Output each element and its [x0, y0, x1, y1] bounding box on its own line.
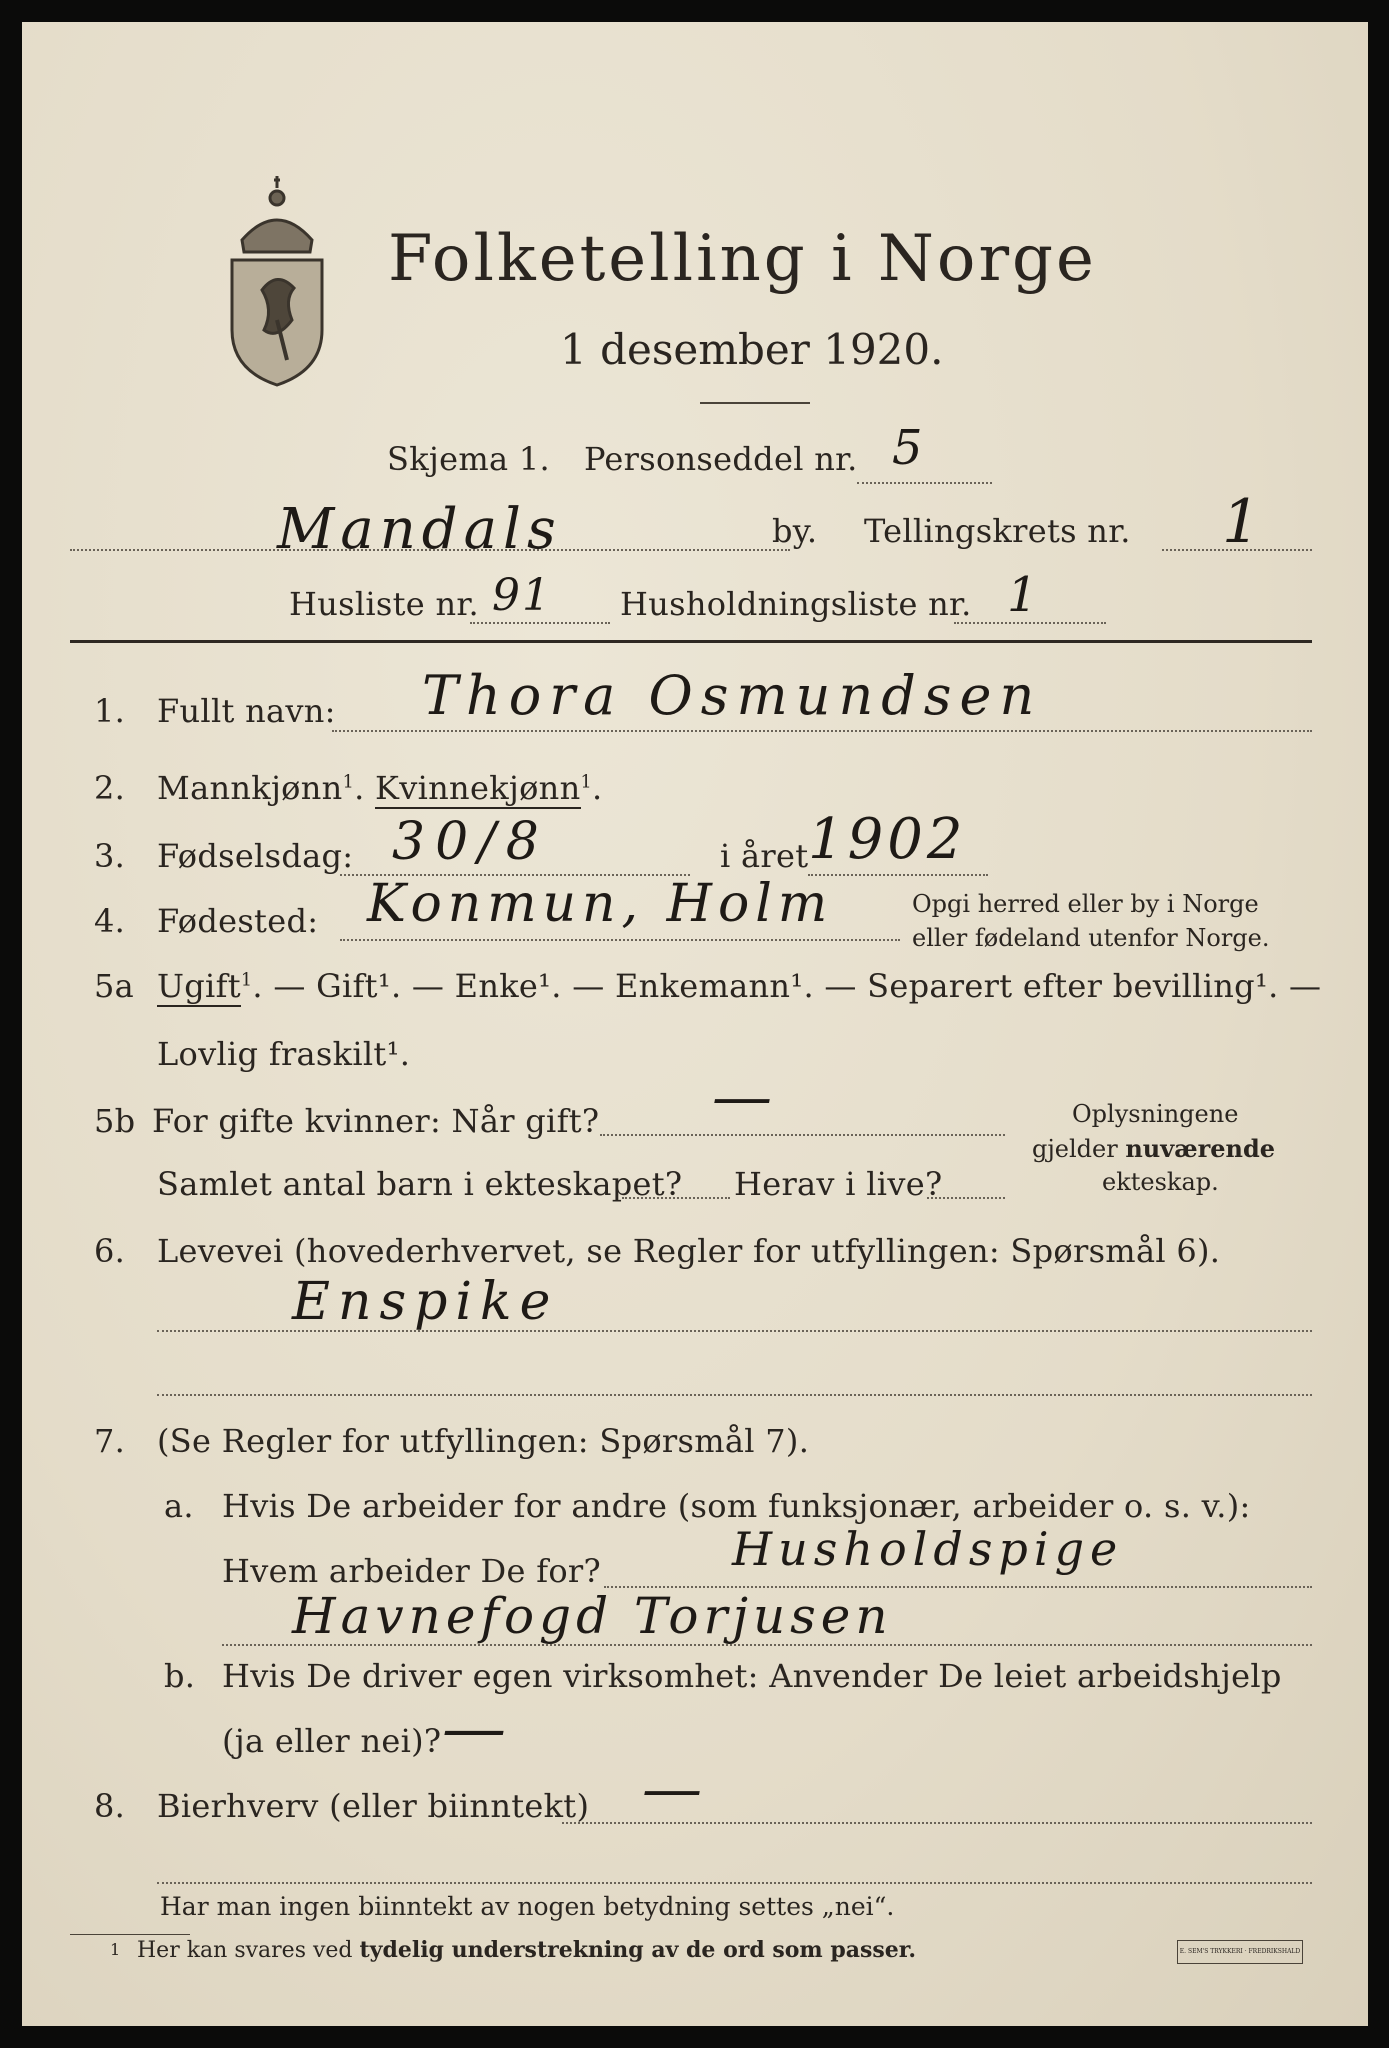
children-line — [622, 1197, 730, 1199]
birth-year-line — [808, 874, 988, 876]
q5b-children-label: Samlet antal barn i ekteskapet? — [157, 1165, 683, 1203]
hired-help-value[interactable]: — — [442, 1692, 500, 1766]
occupation-value[interactable]: Enspike — [292, 1272, 559, 1332]
occupation-line-1 — [157, 1330, 1312, 1332]
q7b-letter: b. — [164, 1657, 196, 1695]
personseddel-label: Personseddel nr. — [584, 440, 858, 478]
q7b-question: (ja eller nei)? — [222, 1722, 442, 1760]
q7a-label: Hvis De arbeider for andre (som funksjonær, arbeider o. s. v.): — [222, 1487, 1251, 1525]
married-when-line — [600, 1134, 1005, 1136]
birthplace-line — [340, 939, 900, 941]
husliste-value[interactable]: 91 — [492, 570, 552, 621]
birthday-value[interactable]: 30/8 — [392, 812, 549, 872]
q5a-options: Ugift$^1$. — Gift¹. — Enke¹. — Enkemann¹. — Separert efter bevilling¹. — — [157, 967, 1322, 1005]
personseddel-value[interactable]: 5 — [892, 420, 925, 476]
husholdning-label: Husholdningsliste nr. — [620, 585, 972, 623]
q2-number: 2. — [94, 769, 126, 807]
husliste-line — [470, 622, 610, 624]
side-income-value[interactable]: — — [642, 1754, 704, 1824]
personseddel-line — [857, 482, 992, 484]
q7a-question: Hvem arbeider De for? — [222, 1552, 601, 1590]
form-title: Folketelling i Norge — [388, 222, 1097, 296]
q5a-line2: Lovlig fraskilt¹. — [157, 1035, 411, 1073]
city-suffix: by. — [772, 512, 818, 550]
q1-label: Fullt navn: — [157, 692, 336, 730]
tellingskrets-value[interactable]: 1 — [1222, 487, 1263, 557]
birth-year-value[interactable]: 1902 — [808, 807, 967, 872]
employer-value-2[interactable]: Havnefogd Torjusen — [292, 1587, 893, 1645]
norwegian-coat-of-arms-icon — [222, 170, 332, 390]
q2-options: Mannkjønn$^1$. Kvinnekjønn$^1$. — [157, 769, 603, 807]
q5b-label: For gifte kvinner: Når gift? — [152, 1102, 600, 1140]
q5a-other-options: — Gift¹. — Enke¹. — Enkemann¹. — Separert efter bevilling¹. — — [273, 967, 1322, 1005]
birthplace-value[interactable]: Konmun, Holm — [367, 874, 834, 934]
header-divider — [70, 640, 1312, 643]
option-female-underlined[interactable]: Kvinnekjønn — [375, 769, 581, 807]
occupation-line-2 — [157, 1394, 1312, 1396]
census-form-sheet — [22, 22, 1368, 2026]
printer-stamp: E. SEM'S TRYKKERI · FREDRIKSHALD — [1177, 1940, 1303, 1964]
employer-line-2 — [222, 1644, 1312, 1646]
birthplace-note-2: eller fødeland utenfor Norge. — [912, 924, 1270, 952]
side-income-line-2 — [157, 1882, 1312, 1884]
q6-label: Levevei (hovederhvervet, se Regler for utfyllingen: Spørsmål 6). — [157, 1232, 1221, 1270]
no-income-note: Har man ingen biinntekt av nogen betydning settes „nei“. — [160, 1892, 895, 1921]
q3-number: 3. — [94, 837, 126, 875]
q5b-note-1: Oplysningene — [1072, 1100, 1239, 1128]
q3-year-label: i året — [720, 837, 809, 875]
q8-number: 8. — [94, 1787, 126, 1825]
q5b-alive-label: Herav i live? — [734, 1165, 943, 1203]
q3-label: Fødselsdag: — [157, 837, 354, 875]
q8-label: Bierhverv (eller biinntekt) — [157, 1787, 590, 1825]
q4-number: 4. — [94, 902, 126, 940]
q7-label: (Se Regler for utfyllingen: Spørsmål 7). — [157, 1422, 810, 1460]
footnote-text: Her kan svares ved tydelig understrekning av de ord som passer. — [137, 1937, 917, 1963]
footnote-divider — [70, 1934, 190, 1935]
option-male[interactable]: Mannkjønn — [157, 769, 343, 807]
q5b-note-2: gjelder nuværende — [1032, 1134, 1276, 1163]
tellingskrets-label: Tellingskrets nr. — [864, 512, 1131, 550]
full-name-value[interactable]: Thora Osmundsen — [422, 664, 1043, 727]
q1-number: 1. — [94, 692, 126, 730]
q7-number: 7. — [94, 1422, 126, 1460]
schema-label: Skjema 1. — [387, 440, 550, 478]
census-date: 1 desember 1920. — [560, 325, 944, 374]
q5a-number: 5a — [94, 967, 135, 1005]
husholdning-value[interactable]: 1 — [1007, 567, 1040, 623]
q7a-letter: a. — [164, 1487, 194, 1525]
title-divider — [700, 402, 810, 404]
q7b-label: Hvis De driver egen virksomhet: Anvender De leiet arbeidshjelp — [222, 1657, 1282, 1695]
option-ugift-underlined[interactable]: Ugift — [157, 967, 241, 1005]
employer-value-1[interactable]: Husholdspige — [732, 1522, 1124, 1576]
husliste-label: Husliste nr. — [289, 585, 479, 623]
q5b-number: 5b — [94, 1102, 136, 1140]
footnote-mark: 1 — [110, 1940, 121, 1959]
married-when-value[interactable]: — — [712, 1062, 774, 1132]
birthplace-note-1: Opgi herred eller by i Norge — [912, 890, 1259, 918]
city-value[interactable]: Mandals — [277, 497, 562, 562]
alive-line — [927, 1197, 1005, 1199]
q5b-note-3: ekteskap. — [1102, 1168, 1219, 1196]
q4-label: Fødested: — [157, 902, 319, 940]
q6-number: 6. — [94, 1232, 126, 1270]
q1-line — [332, 730, 1312, 732]
